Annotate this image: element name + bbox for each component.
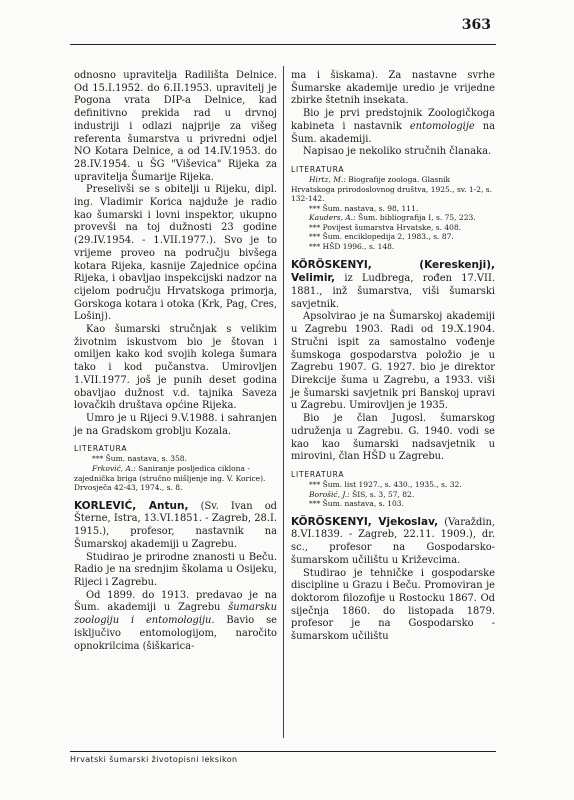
entry-koroskenyi-vjekoslav [291, 516, 495, 644]
literature-item: Hirtz, M.: Biografije zoologa. Glasnik Hrvatskoga prirodoslovnog društva, 1925., sv. 1-2, s. 132-142. [291, 174, 492, 204]
paragraph: Preselivši se s obitelji u Rijeku, dipl. ing. Vladimir Korica najduže je radio kao šumarski i lovni inspektor, ukupno provevši na toj dužnosti 23 godine (29.IV.1954. - 1.VII.1977.). Svo je to vrijeme proveo na području bivšega kotara Rijeka, kasnije Zajednice općina Rijeka, i obavljao inspekcijski nadzor na cijelom području Hrvatskoga primorja, Gorskoga kotara i otoka (Krk, Pag, Cres, Lošinj). [74, 184, 277, 323]
paragraph: Studirao je prirodne znanosti u Beču. Radio je na srednjim školama u Osijeku, Rijeci i Zagrebu. [74, 551, 277, 588]
right-column [291, 70, 495, 644]
literature-author: Borošić, J.: [309, 489, 350, 499]
entry-name: KORLEVIĆ, Antun, [74, 499, 189, 512]
literature-item: *** HŠD 1996., s. 148. [309, 242, 395, 252]
literature-item: *** Povijest šumarstva Hrvatske, s. 408. [309, 222, 462, 232]
literature-list [291, 175, 495, 252]
entry-intro: KÖRÖSKENYI, Vjekoslav, (Varaždin, 8.VI.1839. - Zagreb, 22.11. 1909.), dr. sc., profesor na Gospodarsko-šumarskom učilištu u Križevcima. [291, 515, 495, 566]
literature-item: *** Šum. nastava, s. 98, 111. [309, 203, 419, 213]
paragraph: odnosno upravitelja Radilišta Delnice. Od 15.I.1952. do 6.II.1953. upravitelj je Pogona vrata DIP-a Delnice, kad definitivno prekida rad u drvnoj industriji i odlazi najprije za višeg referenta šumarstva u privredni odjel NO Kotara Delnice, a od 14.IV.1953. do 28.IV.1954. u ŠG "Viševica" Rijeka za upravitelja Šumarije Rijeka. [74, 70, 277, 183]
literature-item: *** Šum. nastava, s. 358. [92, 454, 187, 464]
literature-author: Hirtz, M.: [309, 174, 346, 184]
paragraph: Studirao je tehničke i gospodarske discipline u Grazu i Beču. Promoviran je doktorom filozofije u Rostocku 1867. Od siječnja 1860. do listopada 1879. profesor je na Gospodarsko - šumarskom učilištu [291, 567, 495, 643]
footer-rule [70, 751, 496, 752]
literature-heading: LITERATURA [291, 164, 345, 174]
literature-heading: LITERATURA [291, 469, 345, 479]
footer-text: Hrvatski šumarski životopisni leksikon [70, 755, 238, 764]
left-column [74, 70, 277, 653]
literature-item: Borošić, J.: ŠIS, s. 3, 57, 82. [309, 489, 415, 499]
literature-item: *** Šum. list 1927., s. 430., 1935., s. 32. [309, 479, 462, 489]
paragraph: ma i šiskama). Za nastavne svrhe Šumarske akademije uredio je vrijedne zbirke štetnih insekata. [291, 70, 495, 107]
entry-name: KÖRÖSKENYI, Vjekoslav, [291, 515, 439, 528]
literature-item: *** Šum. enciklopedija 2, 1983., s. 87. [309, 232, 454, 242]
paragraph: Od 1899. do 1913. predavao je na Šum. akademiji u Zagrebu šumarsku zoologiju i entomologiju. Bavio se isključivo entomologijom, naročito opnokrilcima (šiškarica- [74, 589, 277, 652]
paragraph: Kao šumarski stručnjak s velikim životnim iskustvom bio je štovan i omiljen kako kod svojih kolega šumara tako i kod pučanstva. Umirovljen 1.VII.1977. još je punih deset godina obavljao dužnost v.d. tajnika Saveza lovačkih društava općine Rijeka. [74, 324, 277, 412]
entry-koroskenyi-velimir [291, 259, 495, 464]
literature-heading: LITERATURA [74, 444, 128, 454]
column-divider [283, 66, 284, 738]
literature-list [74, 454, 277, 492]
literature-list [291, 480, 495, 509]
literature-item: Kauders, A.: Šum. bibliografija I, s. 75, 223. [309, 213, 476, 223]
entry-intro: KORLEVIĆ, Antun, (Sv. Ivan od Šterne, Istra, 13.VI.1851. - Zagreb, 28.I. 1915.), profesor, nastavnik na Šumarskoj akademiji u Zagrebu. [74, 499, 277, 550]
entry-korlevic-antun [74, 500, 277, 653]
entry-intro: KÖRÖSKENYI, (Kereskenji), Velimir, iz Ludbrega, rođen 17.VII. 1881., inž šumarstva, viši šumarski savjetnik. [291, 258, 495, 310]
page-number: 363 [461, 17, 491, 33]
paragraph: Bio je prvi predstojnik Zoologičkoga kabineta i nastavnik entomologije na Šum. akademiji. [291, 108, 495, 145]
paragraph: Bio je član Jugosl. šumarskog udruženja u Zagrebu. G. 1940. vodi se kao kao šumarski nadsavjetnik u mirovini, član HŠD u Zagrebu. [291, 413, 495, 463]
literature-author: Kauders, A.: [309, 213, 356, 223]
paragraph: Napisao je nekoliko stručnih članaka. [303, 146, 492, 158]
literature-item: Frković, A.: Saniranje posljedica ciklona - zajednička briga (stručno mišljenje ing. V. Korice). Drvosječa 42-43, 1974., s. 8. [74, 463, 266, 493]
paragraph: Apsolvirao je na Šumarskoj akademiji u Zagrebu 1903. Radi od 19.X.1904. Stručni ispit za samostalno vođenje šumskoga gospodarstva položio je u Zagrebu 1907. G. 1927. bio je direktor Direkcije šuma u Zagrebu, a 1933. viši je šumarski savjetnik pri Banskoj upravi u Zagrebu. Umirovljen je 1935. [291, 311, 495, 412]
header-rule [70, 44, 496, 45]
entry-name: KÖRÖSKENYI, (Kereskenji), Velimir, [291, 258, 495, 285]
paragraph: Umro je u Rijeci 9.V.1988. i sahranjen je na Gradskom groblju Kozala. [74, 412, 277, 437]
literature-item: *** Šum. nastava, s. 103. [309, 499, 404, 509]
literature-author: Frković, A.: [92, 463, 136, 473]
